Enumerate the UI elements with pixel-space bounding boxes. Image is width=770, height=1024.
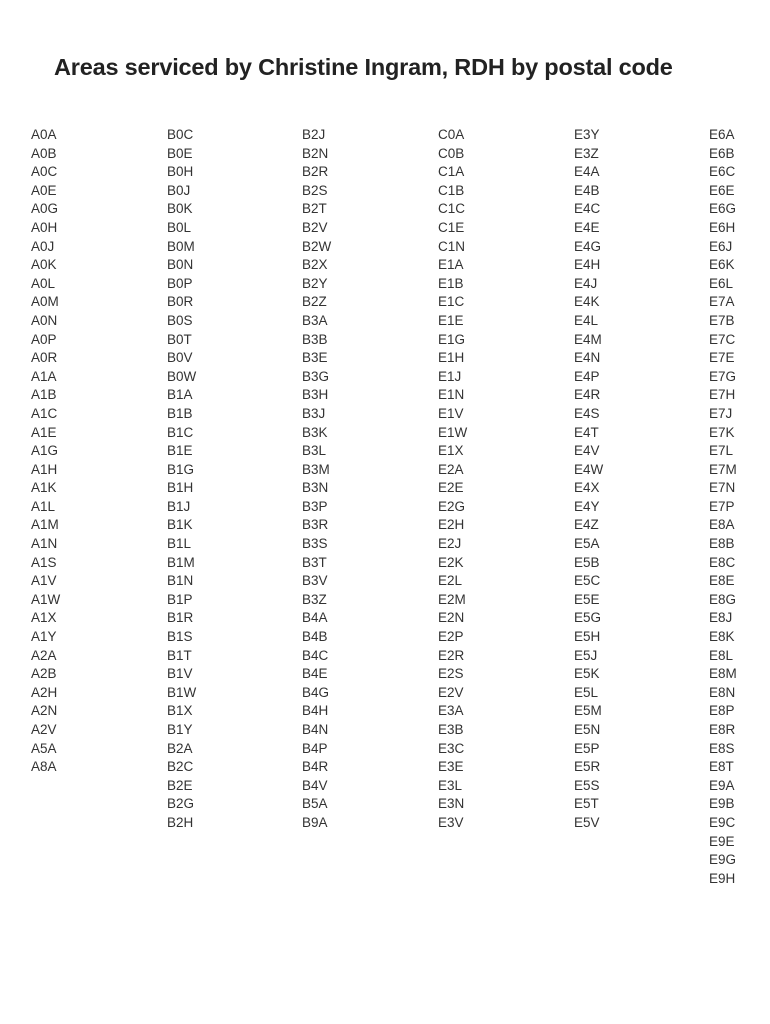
postal-code: E8S bbox=[709, 740, 735, 756]
postal-code: E9A bbox=[709, 777, 735, 793]
postal-code: E7K bbox=[709, 424, 735, 440]
postal-code: E5S bbox=[574, 777, 600, 793]
postal-code: A2N bbox=[31, 703, 58, 719]
postal-code: B0H bbox=[167, 164, 194, 180]
postal-code: B3J bbox=[302, 405, 326, 421]
postal-code: E6C bbox=[709, 164, 736, 180]
postal-code-column-3 bbox=[302, 126, 331, 833]
postal-code: E1B bbox=[438, 275, 464, 291]
postal-code: A0H bbox=[31, 219, 58, 235]
postal-code: E4Y bbox=[574, 498, 600, 514]
postal-code: A2B bbox=[31, 666, 57, 682]
postal-code: C1B bbox=[438, 182, 465, 198]
postal-code: B3Z bbox=[302, 591, 327, 607]
postal-code: E4V bbox=[574, 443, 600, 459]
postal-code: E8B bbox=[709, 536, 735, 552]
postal-code: B4N bbox=[302, 722, 329, 737]
postal-code: E5C bbox=[574, 573, 601, 589]
postal-code: E8R bbox=[709, 722, 736, 737]
postal-code: E6H bbox=[709, 219, 736, 235]
postal-code: E5T bbox=[574, 796, 599, 812]
postal-code: C0B bbox=[438, 145, 465, 161]
postal-code-column-6 bbox=[709, 126, 737, 888]
postal-code: E2S bbox=[438, 666, 464, 682]
postal-code: E4P bbox=[574, 368, 600, 384]
postal-code: E7L bbox=[709, 443, 734, 459]
postal-code: E5H bbox=[574, 629, 601, 645]
postal-code-column-4 bbox=[438, 126, 467, 833]
postal-code: E4G bbox=[574, 238, 602, 254]
postal-code: E3E bbox=[438, 759, 464, 775]
postal-code: B1L bbox=[167, 536, 192, 552]
postal-code: E7E bbox=[709, 350, 735, 366]
postal-code: E3B bbox=[438, 722, 464, 737]
postal-code: B1T bbox=[167, 647, 192, 663]
postal-code: E4A bbox=[574, 164, 600, 180]
postal-code: B2A bbox=[167, 740, 193, 756]
postal-code: E8N bbox=[709, 684, 736, 700]
postal-code: B0M bbox=[167, 238, 195, 254]
postal-code: E8K bbox=[709, 629, 735, 645]
postal-code: E4R bbox=[574, 387, 601, 403]
postal-code: B1C bbox=[167, 424, 194, 440]
postal-code: B0R bbox=[167, 294, 194, 310]
postal-code: B1V bbox=[167, 666, 193, 682]
postal-code: E6A bbox=[709, 127, 735, 142]
postal-code: E3V bbox=[438, 814, 464, 830]
postal-code: E1W bbox=[438, 424, 468, 440]
postal-code: C1N bbox=[438, 238, 466, 254]
postal-code: B5A bbox=[302, 796, 328, 812]
postal-code: B3S bbox=[302, 536, 328, 552]
postal-code: B1P bbox=[167, 591, 193, 607]
postal-code: E1A bbox=[438, 257, 464, 273]
postal-code: A1V bbox=[31, 573, 57, 589]
postal-code: E2H bbox=[438, 517, 465, 533]
postal-code: A2H bbox=[31, 684, 58, 700]
postal-code: B0P bbox=[167, 275, 193, 291]
postal-code: E2L bbox=[438, 573, 463, 589]
postal-code: A0J bbox=[31, 238, 55, 254]
postal-code: B2S bbox=[302, 182, 328, 198]
postal-code: E7M bbox=[709, 461, 737, 477]
postal-code: A5A bbox=[31, 740, 57, 756]
postal-code: E2G bbox=[438, 498, 466, 514]
postal-code: E6E bbox=[709, 182, 735, 198]
postal-code: B3T bbox=[302, 554, 327, 570]
postal-code: B2X bbox=[302, 257, 328, 273]
postal-code: E1J bbox=[438, 368, 462, 384]
postal-code: E4B bbox=[574, 182, 600, 198]
postal-code: E4H bbox=[574, 257, 601, 273]
postal-code: E5A bbox=[574, 536, 600, 552]
postal-code: A0G bbox=[31, 201, 59, 217]
postal-code: E6G bbox=[709, 201, 737, 217]
postal-code: E4E bbox=[574, 219, 600, 235]
postal-code: A0C bbox=[31, 164, 58, 180]
postal-code: B3M bbox=[302, 461, 330, 477]
postal-code: E3C bbox=[438, 740, 465, 756]
postal-code: B0L bbox=[167, 219, 192, 235]
postal-code: E7G bbox=[709, 368, 737, 384]
postal-code: E6B bbox=[709, 145, 735, 161]
postal-code: B4P bbox=[302, 740, 328, 756]
postal-code: B1M bbox=[167, 554, 195, 570]
postal-code: E1E bbox=[438, 312, 464, 328]
postal-code: E1H bbox=[438, 350, 465, 366]
postal-code: E1X bbox=[438, 443, 464, 459]
postal-code-column-5 bbox=[574, 126, 603, 833]
postal-code: E4K bbox=[574, 294, 600, 310]
page-title: Areas serviced by Christine Ingram, RDH by postal code bbox=[54, 54, 673, 80]
postal-code: E8M bbox=[709, 666, 737, 682]
postal-code: B0N bbox=[167, 257, 194, 273]
postal-code: E4Z bbox=[574, 517, 599, 533]
postal-code: B3L bbox=[302, 443, 327, 459]
postal-code: E2R bbox=[438, 647, 465, 663]
postal-code: E5J bbox=[574, 647, 598, 663]
postal-code: E9C bbox=[709, 814, 736, 830]
postal-code: E3Y bbox=[574, 127, 600, 142]
postal-code: E5G bbox=[574, 610, 602, 626]
postal-code: B2E bbox=[167, 777, 193, 793]
postal-code: B1N bbox=[167, 573, 194, 589]
postal-code: E6J bbox=[709, 238, 733, 254]
postal-code: B0V bbox=[167, 350, 193, 366]
postal-code: A1S bbox=[31, 554, 57, 570]
postal-code: E8C bbox=[709, 554, 736, 570]
postal-code: E1C bbox=[438, 294, 465, 310]
postal-code: A2V bbox=[31, 722, 57, 737]
postal-code: B4A bbox=[302, 610, 328, 626]
postal-code: B1E bbox=[167, 443, 193, 459]
postal-code: E2J bbox=[438, 536, 462, 552]
postal-code: B0E bbox=[167, 145, 193, 161]
postal-code: E7H bbox=[709, 387, 736, 403]
postal-code: E2M bbox=[438, 591, 466, 607]
postal-code: A1H bbox=[31, 461, 58, 477]
postal-code: B3A bbox=[302, 312, 328, 328]
postal-code: E2K bbox=[438, 554, 464, 570]
postal-code: E7B bbox=[709, 312, 735, 328]
postal-code: B3V bbox=[302, 573, 328, 589]
postal-code: A1A bbox=[31, 368, 57, 384]
postal-code: E7N bbox=[709, 480, 736, 496]
postal-code: E8L bbox=[709, 647, 734, 663]
postal-code: A1X bbox=[31, 610, 57, 626]
postal-code: B1J bbox=[167, 498, 191, 514]
postal-code: C0A bbox=[438, 127, 465, 142]
postal-code: A0M bbox=[31, 294, 59, 310]
postal-code: E9H bbox=[709, 870, 736, 886]
postal-code: E8E bbox=[709, 573, 735, 589]
postal-code: B3N bbox=[302, 480, 329, 496]
postal-code: E8T bbox=[709, 759, 734, 775]
postal-code: E4N bbox=[574, 350, 601, 366]
postal-code: E5N bbox=[574, 722, 601, 737]
postal-code: A1E bbox=[31, 424, 57, 440]
postal-code: B2C bbox=[167, 759, 194, 775]
postal-code: B3K bbox=[302, 424, 328, 440]
postal-code: E4L bbox=[574, 312, 599, 328]
postal-code: B4V bbox=[302, 777, 328, 793]
postal-code: E5L bbox=[574, 684, 599, 700]
postal-code: E5R bbox=[574, 759, 601, 775]
postal-code: B4C bbox=[302, 647, 329, 663]
postal-code: E9E bbox=[709, 833, 735, 849]
postal-code: E4C bbox=[574, 201, 601, 217]
postal-code: E5E bbox=[574, 591, 600, 607]
postal-code: E7C bbox=[709, 331, 736, 347]
postal-code: B4E bbox=[302, 666, 328, 682]
postal-code: B1S bbox=[167, 629, 193, 645]
postal-code: B0J bbox=[167, 182, 191, 198]
postal-code: B1G bbox=[167, 461, 195, 477]
postal-code: B2N bbox=[302, 145, 329, 161]
postal-code: B1A bbox=[167, 387, 193, 403]
postal-code: E7P bbox=[709, 498, 735, 514]
postal-code: E4T bbox=[574, 424, 599, 440]
postal-code: E8A bbox=[709, 517, 735, 533]
postal-code: E3A bbox=[438, 703, 464, 719]
postal-code: E1G bbox=[438, 331, 466, 347]
postal-code: B1X bbox=[167, 703, 193, 719]
postal-code: E4S bbox=[574, 405, 600, 421]
postal-code: B3P bbox=[302, 498, 328, 514]
postal-code: B0W bbox=[167, 368, 197, 384]
postal-code: E4W bbox=[574, 461, 604, 477]
postal-code: B2V bbox=[302, 219, 328, 235]
postal-code: B3H bbox=[302, 387, 329, 403]
postal-code: B2Z bbox=[302, 294, 327, 310]
postal-code: B1K bbox=[167, 517, 193, 533]
postal-code: A1C bbox=[31, 405, 58, 421]
postal-code: A1G bbox=[31, 443, 59, 459]
postal-code: E3N bbox=[438, 796, 465, 812]
postal-code: B4H bbox=[302, 703, 329, 719]
postal-code: E6L bbox=[709, 275, 734, 291]
postal-code: B4G bbox=[302, 684, 330, 700]
postal-code: B2W bbox=[302, 238, 332, 254]
postal-code: B1B bbox=[167, 405, 193, 421]
postal-code: C1C bbox=[438, 201, 466, 217]
postal-code: B2T bbox=[302, 201, 327, 217]
postal-code: A1M bbox=[31, 517, 59, 533]
postal-code: A0B bbox=[31, 145, 57, 161]
postal-code: E3Z bbox=[574, 145, 599, 161]
postal-code: E8G bbox=[709, 591, 737, 607]
postal-code: A0E bbox=[31, 182, 57, 198]
postal-code: B1H bbox=[167, 480, 194, 496]
postal-code: E7J bbox=[709, 405, 733, 421]
postal-code: E9B bbox=[709, 796, 735, 812]
postal-code: B2J bbox=[302, 127, 326, 142]
postal-code: C1A bbox=[438, 164, 465, 180]
postal-code: E3L bbox=[438, 777, 463, 793]
postal-code: A0L bbox=[31, 275, 56, 291]
postal-code: E5B bbox=[574, 554, 600, 570]
postal-code: E2V bbox=[438, 684, 464, 700]
postal-code: B3E bbox=[302, 350, 328, 366]
postal-code: E8J bbox=[709, 610, 733, 626]
postal-code-column-2 bbox=[167, 126, 196, 833]
postal-code: B2Y bbox=[302, 275, 328, 291]
postal-code: B2H bbox=[167, 814, 194, 830]
postal-code: B0T bbox=[167, 331, 192, 347]
postal-code: A0N bbox=[31, 312, 58, 328]
postal-code: E4M bbox=[574, 331, 602, 347]
postal-code: B0S bbox=[167, 312, 193, 328]
postal-code: A2A bbox=[31, 647, 57, 663]
postal-code: E5M bbox=[574, 703, 602, 719]
postal-code: A0P bbox=[31, 331, 57, 347]
postal-code: E2A bbox=[438, 461, 464, 477]
postal-code: E9G bbox=[709, 852, 737, 868]
postal-code: E1V bbox=[438, 405, 464, 421]
postal-code: A1L bbox=[31, 498, 56, 514]
postal-code: E5P bbox=[574, 740, 600, 756]
postal-code: B9A bbox=[302, 814, 328, 830]
postal-code: B2G bbox=[167, 796, 195, 812]
postal-code: E2P bbox=[438, 629, 464, 645]
postal-code: B1Y bbox=[167, 722, 193, 737]
postal-code: B3G bbox=[302, 368, 330, 384]
postal-code: E5V bbox=[574, 814, 600, 830]
postal-code: E2N bbox=[438, 610, 465, 626]
postal-code: B2R bbox=[302, 164, 329, 180]
postal-code: A0R bbox=[31, 350, 58, 366]
postal-code: A1N bbox=[31, 536, 58, 552]
postal-code: A0K bbox=[31, 257, 57, 273]
postal-code: E2E bbox=[438, 480, 464, 496]
postal-code: A1W bbox=[31, 591, 61, 607]
postal-code: E4X bbox=[574, 480, 600, 496]
postal-code: B4B bbox=[302, 629, 328, 645]
postal-code: B1W bbox=[167, 684, 197, 700]
postal-code: E4J bbox=[574, 275, 598, 291]
postal-code: E8P bbox=[709, 703, 735, 719]
postal-code: A1K bbox=[31, 480, 57, 496]
postal-code: C1E bbox=[438, 219, 465, 235]
postal-code: A1B bbox=[31, 387, 57, 403]
postal-code: A0A bbox=[31, 127, 57, 142]
postal-code-column-1 bbox=[31, 126, 60, 777]
postal-code: B3B bbox=[302, 331, 328, 347]
postal-code: E5K bbox=[574, 666, 600, 682]
postal-code: E6K bbox=[709, 257, 735, 273]
postal-code: B4R bbox=[302, 759, 329, 775]
postal-code: A8A bbox=[31, 759, 57, 775]
postal-code: B1R bbox=[167, 610, 194, 626]
postal-code: B0C bbox=[167, 127, 194, 142]
postal-code: A1Y bbox=[31, 629, 57, 645]
postal-code: B0K bbox=[167, 201, 193, 217]
postal-code: E7A bbox=[709, 294, 735, 310]
postal-code: E1N bbox=[438, 387, 465, 403]
postal-code: B3R bbox=[302, 517, 329, 533]
